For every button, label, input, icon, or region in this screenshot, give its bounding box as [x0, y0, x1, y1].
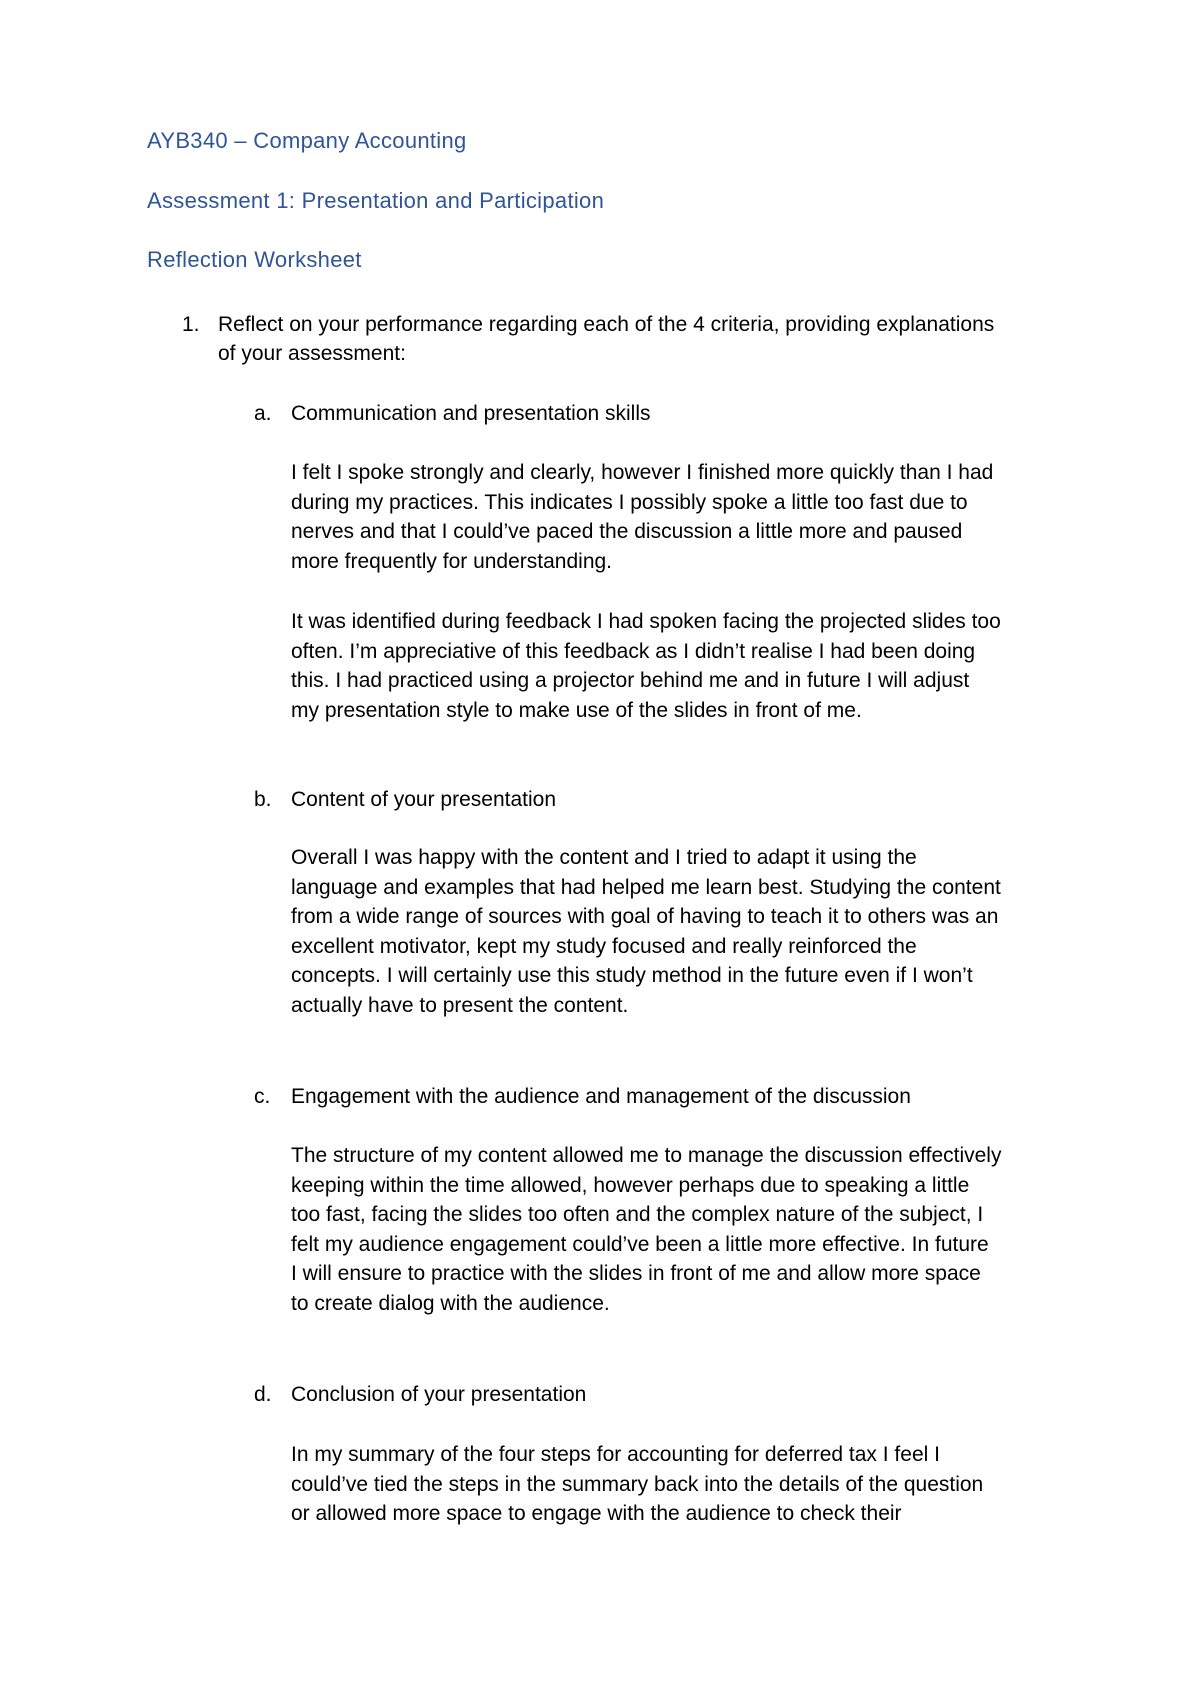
- criterion-d-title: Conclusion of your presentation: [291, 1383, 587, 1406]
- criterion-a-paragraph-1: [291, 458, 1081, 576]
- text-line: It was identified during feedback I had spoken facing the projected slides too: [291, 610, 1001, 633]
- criterion-b-title: Content of your presentation: [291, 788, 557, 811]
- text-line: actually have to present the content.: [291, 993, 629, 1017]
- criterion-a-letter: a.: [254, 402, 272, 425]
- text-line: felt my audience engagement could’ve been a little more effective. In future: [291, 1232, 989, 1256]
- text-line: to create dialog with the audience.: [291, 1291, 610, 1315]
- criterion-d-letter: d.: [254, 1383, 272, 1406]
- criterion-c-title: Engagement with the audience and management of the discussion: [291, 1085, 911, 1108]
- text-line: during my practices. This indicates I possibly spoke a little too fast due to: [291, 490, 968, 514]
- text-line: excellent motivator, kept my study focused and really reinforced the: [291, 934, 917, 958]
- criterion-c-letter: c.: [254, 1085, 271, 1108]
- criterion-b-paragraph-1: [291, 843, 1081, 1020]
- question-number: 1.: [182, 313, 200, 336]
- criterion-b-letter: b.: [254, 788, 272, 811]
- question-text: [218, 310, 1078, 368]
- text-line: The structure of my content allowed me to manage the discussion effectively: [291, 1144, 1002, 1167]
- assessment-title: Assessment 1: Presentation and Participation: [147, 188, 605, 213]
- worksheet-title: Reflection Worksheet: [147, 247, 362, 272]
- text-line: Overall I was happy with the content and I tried to adapt it using the: [291, 846, 917, 869]
- text-line: concepts. I will certainly use this study method in the future even if I won’t: [291, 964, 973, 987]
- text-line: my presentation style to make use of the slides in front of me.: [291, 698, 862, 722]
- criterion-a-paragraph-2: [291, 607, 1081, 725]
- text-line: could’ve tied the steps in the summary back into the details of the question: [291, 1472, 984, 1496]
- text-line: I will ensure to practice with the slides in front of me and allow more space: [291, 1262, 981, 1285]
- text-line: too fast, facing the slides too often and the complex nature of the subject, I: [291, 1203, 984, 1226]
- criterion-d-paragraph-1: [291, 1440, 1081, 1529]
- text-line: In my summary of the four steps for accounting for deferred tax I feel I: [291, 1443, 940, 1466]
- text-line: this. I had practiced using a projector behind me and in future I will adjust: [291, 669, 970, 692]
- text-line: language and examples that had helped me learn best. Studying the content: [291, 875, 1001, 899]
- question-line: of your assessment:: [218, 342, 406, 365]
- course-title: AYB340 – Company Accounting: [147, 128, 467, 153]
- text-line: or allowed more space to engage with the audience to check their: [291, 1502, 902, 1525]
- text-line: more frequently for understanding.: [291, 549, 613, 573]
- text-line: keeping within the time allowed, however perhaps due to speaking a little: [291, 1173, 970, 1197]
- text-line: I felt I spoke strongly and clearly, however I finished more quickly than I had: [291, 461, 994, 484]
- criterion-c-paragraph-1: [291, 1141, 1081, 1318]
- text-line: nerves and that I could’ve paced the discussion a little more and paused: [291, 520, 963, 543]
- text-line: from a wide range of sources with goal of having to teach it to others was an: [291, 905, 999, 928]
- question-line: Reflect on your performance regarding each of the 4 criteria, providing explanations: [218, 313, 995, 336]
- text-line: often. I’m appreciative of this feedback as I didn’t realise I had been doing: [291, 639, 976, 663]
- criterion-a-title: Communication and presentation skills: [291, 402, 651, 425]
